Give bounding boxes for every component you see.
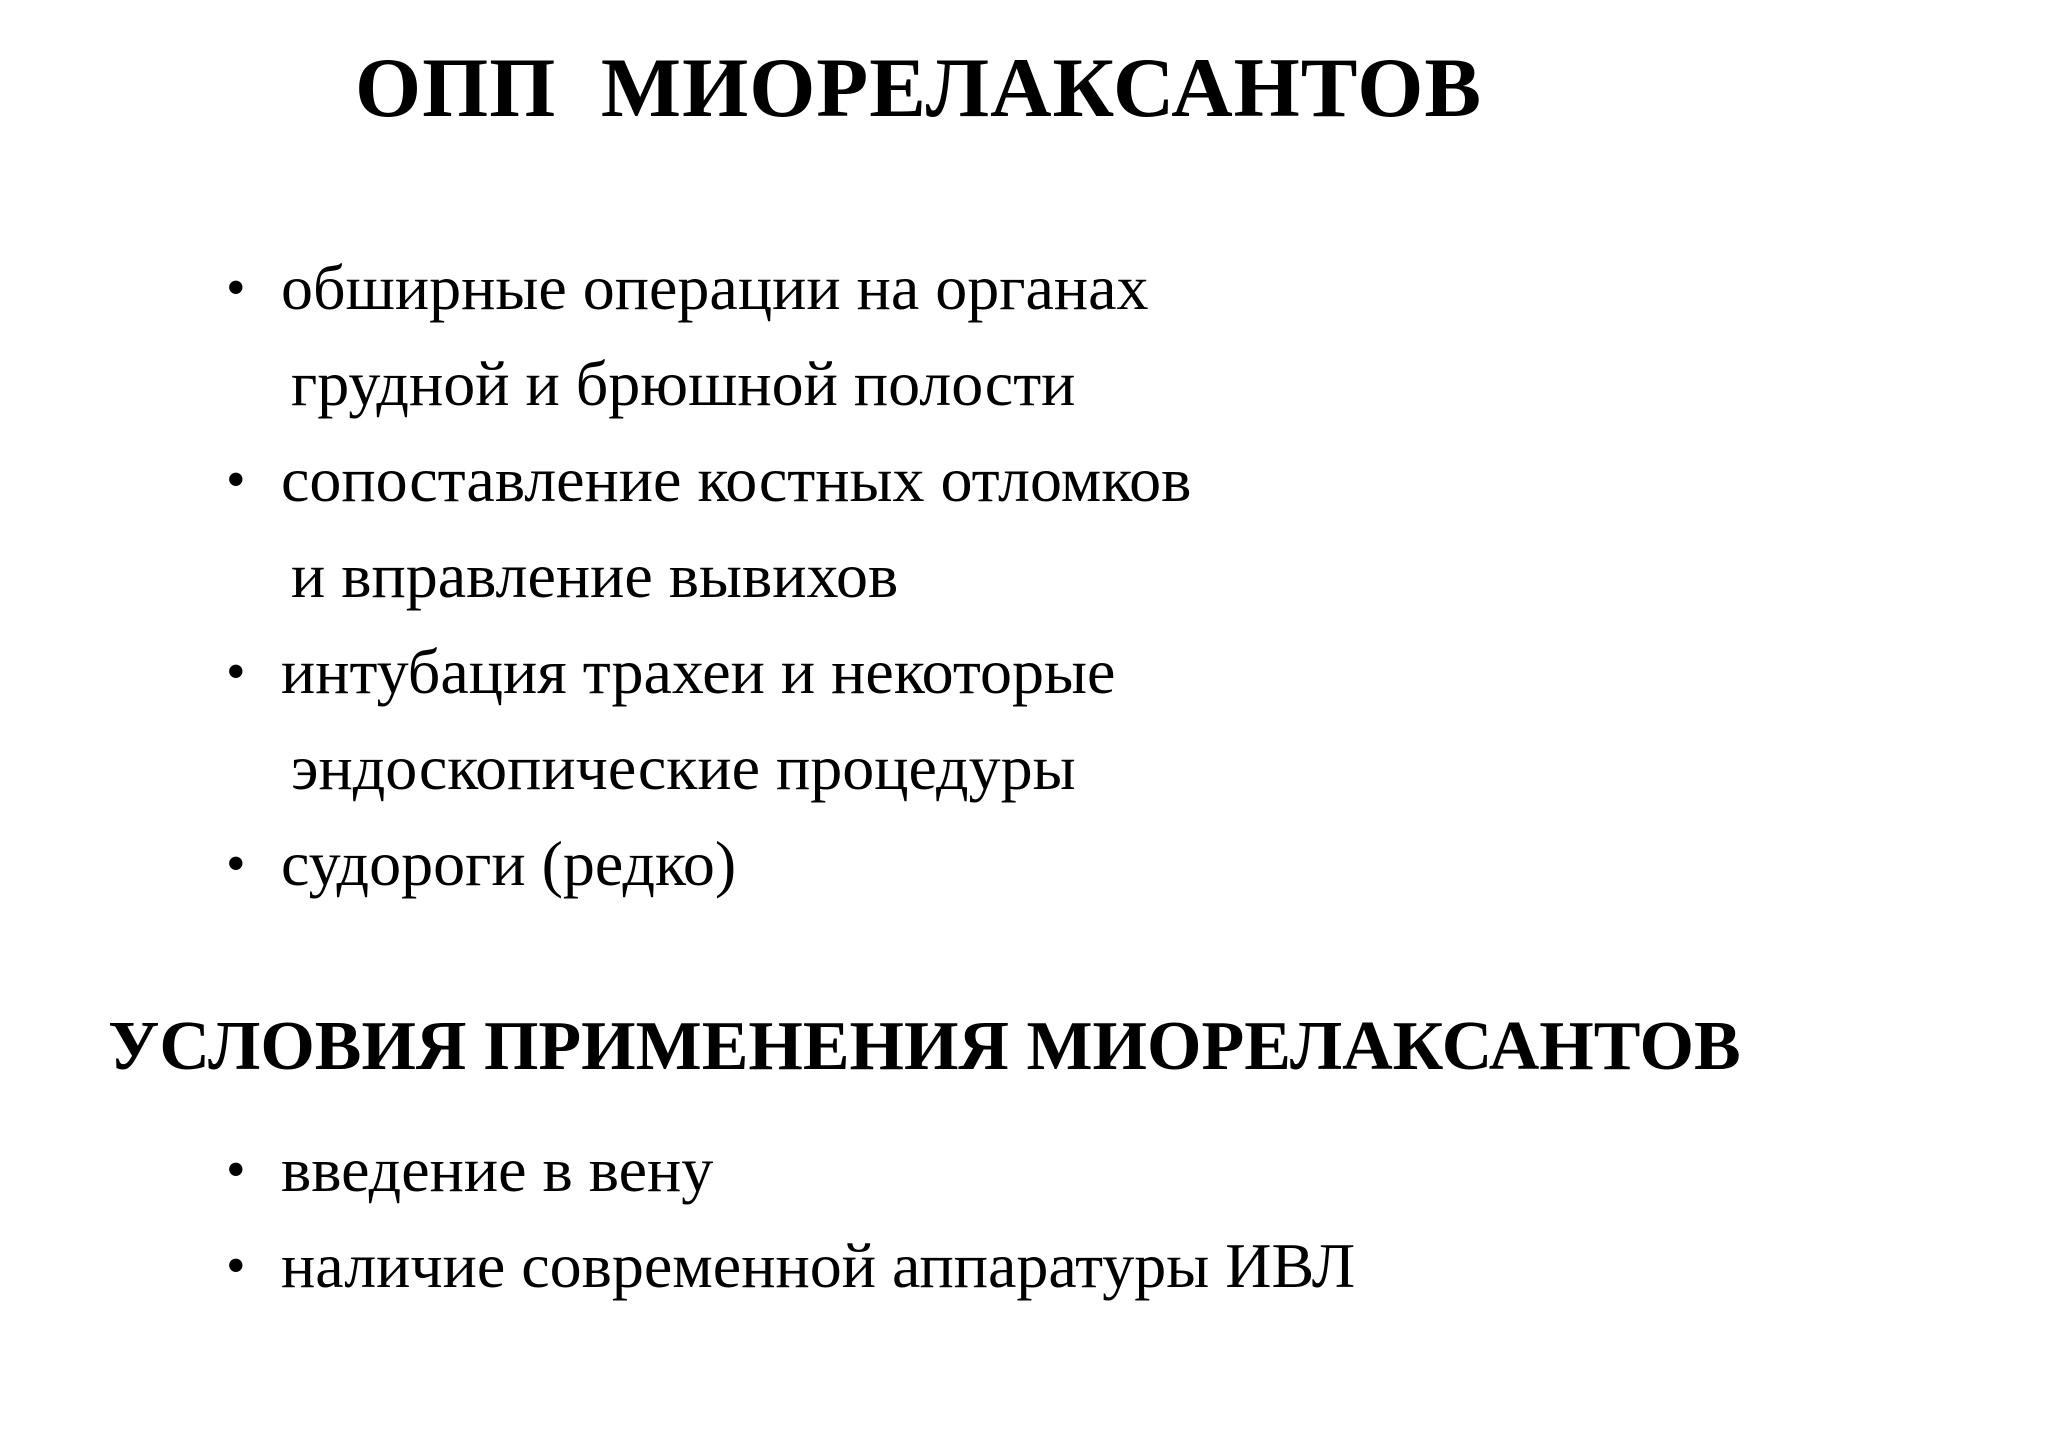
list-item-text: обширные операции на органах <box>281 252 1149 323</box>
list-item-text: и вправление вывихов <box>291 540 899 611</box>
bullet-icon: • <box>226 641 246 703</box>
list-item-text: судороги (редко) <box>281 828 737 899</box>
list-item <box>216 432 1191 624</box>
bullet-icon: • <box>226 833 246 895</box>
conditions-list <box>216 1122 1355 1314</box>
indications-list <box>216 240 1191 912</box>
list-item-text: введение в вену <box>281 1134 714 1205</box>
bullet-icon: • <box>226 1139 246 1201</box>
list-item <box>216 1122 1355 1218</box>
list-item-text: эндоскопические процедуры <box>291 732 1076 803</box>
list-item-text: интубация трахеи и некоторые <box>281 636 1116 707</box>
list-item <box>216 240 1191 432</box>
list-item <box>216 624 1191 816</box>
bullet-icon: • <box>226 449 246 511</box>
bullet-icon: • <box>226 257 246 319</box>
bullet-icon: • <box>226 1235 246 1297</box>
list-item <box>216 1218 1355 1314</box>
list-item-text: сопоставление костных отломков <box>281 444 1192 515</box>
list-item-text: грудной и брюшной полости <box>291 348 1076 419</box>
list-item <box>216 816 1191 912</box>
conditions-title: УСЛОВИЯ ПРИМЕНЕНИЯ МИОРЕЛАКСАНТОВ <box>108 1008 1741 1085</box>
slide-title: ОПП МИОРЕЛАКСАНТОВ <box>355 41 1483 135</box>
list-item-text: наличие современной аппаратуры ИВЛ <box>281 1230 1356 1301</box>
